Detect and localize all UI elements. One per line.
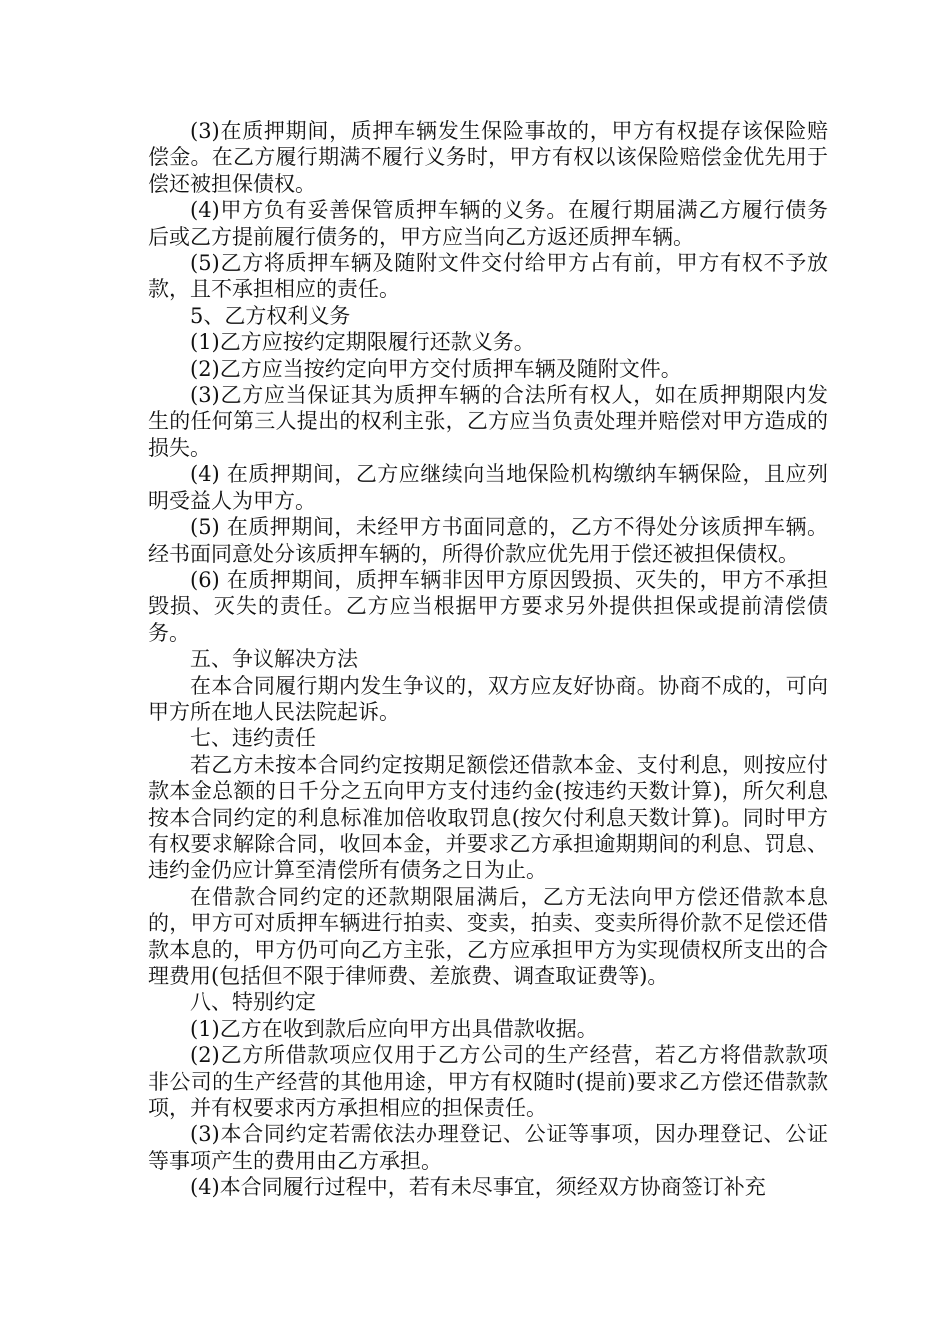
paragraph: 在本合同履行期内发生争议的，双方应友好协商。协商不成的，可向甲方所在地人民法院起诉。 — [148, 673, 828, 724]
paragraph: (3)乙方应当保证其为质押车辆的合法所有权人，如在质押期限内发生的任何第三人提出的权利主张，乙方应当负责处理并赔偿对甲方造成的损失。 — [148, 383, 828, 460]
section-heading: 八、特别约定 — [190, 990, 316, 1015]
section-heading: 5、乙方权利义务 — [190, 303, 351, 328]
paragraph: (1)乙方在收到款后应向甲方出具借款收据。 — [190, 1016, 598, 1041]
paragraph: (6) 在质押期间，质押车辆非因甲方原因毁损、灭失的，甲方不承担毁损、灭失的责任。乙方应当根据甲方要求另外提供担保或提前清偿债务。 — [148, 567, 828, 645]
paragraph: 若乙方未按本合同约定按期足额偿还借款本金、支付利息，则按应付款本金总额的日千分之五向甲方支付违约金(按违约天数计算)，所欠利息按本合同约定的利息标准加倍收取罚息(按欠付利息天数计算)。同时甲方有权要求解除合同，收回本金，并要求乙方承担逾期期间的利息、罚息、违约金仍应计算至清偿所有债务之日为止。 — [148, 752, 828, 883]
paragraph: (2)乙方应当按约定向甲方交付质押车辆及随附文件。 — [190, 356, 682, 381]
paragraph: (4) 在质押期间，乙方应继续向当地保险机构缴纳车辆保险，且应列明受益人为甲方。 — [148, 462, 828, 513]
document-body — [148, 118, 828, 1201]
paragraph: (2)乙方所借款项应仅用于乙方公司的生产经营，若乙方将借款款项非公司的生产经营的其他用途，甲方有权随时(提前)要求乙方偿还借款款项，并有权要求丙方承担相应的担保责任。 — [148, 1043, 828, 1121]
paragraph: (5)乙方将质押车辆及随附文件交付给甲方占有前，甲方有权不予放款，且不承担相应的责任。 — [148, 251, 828, 302]
paragraph: (1)乙方应按约定期限履行还款义务。 — [190, 330, 535, 355]
paragraph: 在借款合同约定的还款期限届满后，乙方无法向甲方偿还借款本息的，甲方可对质押车辆进行拍卖、变卖，拍卖、变卖所得价款不足偿还借款本息的，甲方仍可向乙方主张，乙方应承担甲方为实现债权所支出的合理费用(包括但不限于律师费、差旅费、调查取证费等)。 — [148, 884, 828, 988]
section-heading: 七、违约责任 — [190, 726, 316, 751]
paragraph: (5) 在质押期间，未经甲方书面同意的，乙方不得处分该质押车辆。经书面同意处分该质押车辆的，所得价款应优先用于偿还被担保债权。 — [148, 515, 828, 566]
paragraph: (3)在质押期间，质押车辆发生保险事故的，甲方有权提存该保险赔偿金。在乙方履行期满不履行义务时，甲方有权以该保险赔偿金优先用于偿还被担保债权。 — [148, 119, 828, 196]
paragraph: (4)本合同履行过程中，若有未尽事宜，须经双方协商签订补充 — [190, 1175, 766, 1200]
section-heading: 五、争议解决方法 — [190, 647, 358, 672]
paragraph: (4)甲方负有妥善保管质押车辆的义务。在履行期届满乙方履行债务后或乙方提前履行债务的，甲方应当向乙方返还质押车辆。 — [148, 198, 828, 249]
paragraph: (3)本合同约定若需依法办理登记、公证等事项，因办理登记、公证等事项产生的费用由乙方承担。 — [148, 1122, 828, 1173]
